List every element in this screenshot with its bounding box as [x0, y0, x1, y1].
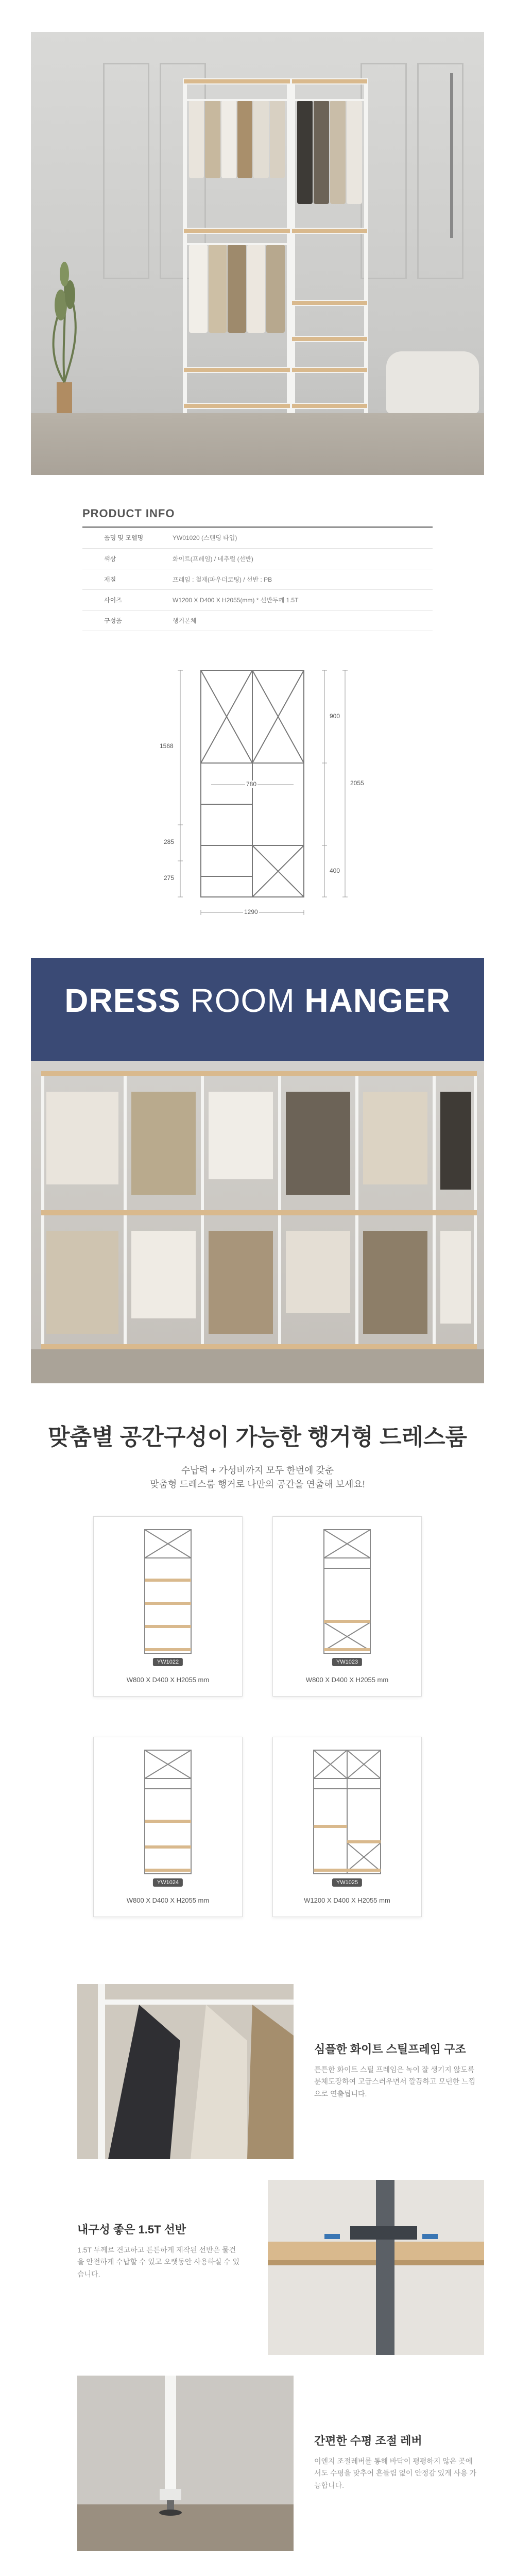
rack-diagram — [319, 1527, 375, 1656]
table-row — [82, 589, 433, 610]
plant-decor — [46, 259, 82, 413]
spec-label: 품명 및 모델명 — [82, 528, 173, 548]
sofa-decor — [386, 351, 479, 413]
dim-label: 780 — [246, 780, 257, 788]
dim-label: 2055 — [350, 779, 364, 787]
spec-value: W1200 X D400 X H2055(mm) * 선반두께 1.5T — [173, 589, 433, 610]
dimension-diagram — [82, 650, 433, 928]
spec-label: 사이즈 — [82, 589, 173, 610]
feature-text — [314, 2041, 479, 2100]
table-row — [82, 610, 433, 631]
table-row — [82, 548, 433, 569]
table-row — [82, 528, 433, 548]
dress-room-banner — [31, 958, 484, 1383]
hero-product-photo — [31, 32, 484, 475]
table-row — [82, 569, 433, 589]
feature-text — [77, 2221, 242, 2281]
model-code-badge: YW1023 — [332, 1658, 362, 1666]
dim-label: 1290 — [244, 908, 258, 916]
rack-diagram — [140, 1527, 196, 1656]
feature-photo — [77, 2376, 294, 2551]
dimension-drawing — [82, 650, 433, 928]
model-card[interactable] — [272, 1737, 422, 1917]
floor-lamp — [450, 73, 453, 238]
dress-room-illustration — [31, 1061, 484, 1383]
dress-room-photo — [31, 1061, 484, 1383]
feature-desc: 1.5T 두께로 견고하고 튼튼하게 제작된 선반은 물건을 안전하게 수납할 수 있고 오랫동안 사용하실 수 있습니다. — [77, 2245, 240, 2279]
model-size: W800 X D400 X H2055 mm — [126, 1896, 210, 1904]
slogan-subtitle — [0, 1464, 515, 1492]
model-card[interactable] — [93, 1516, 243, 1697]
hanger-rack-left — [183, 78, 291, 413]
product-detail-page — [0, 32, 515, 2576]
model-size: W800 X D400 X H2055 mm — [305, 1675, 389, 1684]
spec-label: 재질 — [82, 569, 173, 589]
model-code-badge: YW1025 — [332, 1878, 362, 1887]
dim-label: 900 — [330, 712, 340, 720]
product-info-title: PRODUCT INFO — [82, 507, 175, 520]
feature-desc: 튼튼한 화이트 스틸 프레임은 녹이 잘 생기지 않도록 분체도장하여 고급스러우면서 깔끔하고 모던한 느낌으로 연출됩니다. — [314, 2065, 476, 2098]
spec-label: 색상 — [82, 548, 173, 569]
spec-value: 행거본체 — [173, 610, 433, 631]
wall-panel — [417, 63, 464, 279]
slogan-line: 맞춤형 드레스룸 행거로 나만의 공간을 연출해 보세요! — [150, 1479, 365, 1489]
feature-shelf — [0, 2180, 515, 2355]
hanger-rack-right — [291, 78, 368, 413]
spec-value: 프레임 : 철재(파우더코팅) / 선반 : PB — [173, 569, 433, 589]
model-card-grid — [0, 1516, 515, 1917]
spec-label: 구성품 — [82, 610, 173, 631]
feature-photo — [268, 2180, 484, 2355]
dim-label: 1568 — [160, 742, 174, 750]
model-code-badge: YW1022 — [153, 1658, 183, 1666]
slogan-title: 맞춤별 공간구성이 가능한 행거형 드레스룸 — [48, 1424, 467, 1450]
spec-value: YW01020 (스탠딩 타입) — [173, 528, 433, 548]
banner-heading: DRESS ROOM HANGER — [64, 981, 451, 1019]
spec-value: 화이트(프레임) / 네추럴 (선반) — [173, 548, 433, 569]
dim-label: 275 — [164, 874, 175, 882]
room-floor — [31, 413, 484, 475]
feature-title: 내구성 좋은 1.5T 선반 — [77, 2223, 186, 2236]
model-code-badge: YW1024 — [153, 1878, 183, 1887]
feature-title: 심플한 화이트 스틸프레임 구조 — [314, 2042, 466, 2056]
product-info-section — [82, 507, 433, 928]
model-card[interactable] — [93, 1737, 243, 1917]
dim-label: 400 — [330, 867, 340, 874]
spec-table — [82, 528, 433, 631]
slogan-line: 수납력 + 가성비까지 모두 한번에 갖춘 — [181, 1465, 334, 1476]
dim-label: 285 — [164, 838, 175, 845]
model-size: W1200 X D400 X H2055 mm — [304, 1896, 390, 1904]
rack-diagram — [140, 1748, 196, 1876]
wall-panel — [103, 63, 149, 279]
model-card[interactable] — [272, 1516, 422, 1697]
rack-diagram — [308, 1748, 386, 1876]
feature-desc: 이엔지 조절레버를 통해 바닥이 평평하지 않은 곳에서도 수평을 맞추어 흔들림 없이 안정감 있게 사용 가능합니다. — [314, 2456, 477, 2490]
feature-steel-frame — [0, 1984, 515, 2159]
model-size: W800 X D400 X H2055 mm — [126, 1675, 210, 1684]
feature-text — [314, 2432, 479, 2492]
feature-leveler — [0, 2376, 515, 2551]
feature-photo — [77, 1984, 294, 2159]
feature-title: 간편한 수평 조절 레버 — [314, 2434, 422, 2447]
